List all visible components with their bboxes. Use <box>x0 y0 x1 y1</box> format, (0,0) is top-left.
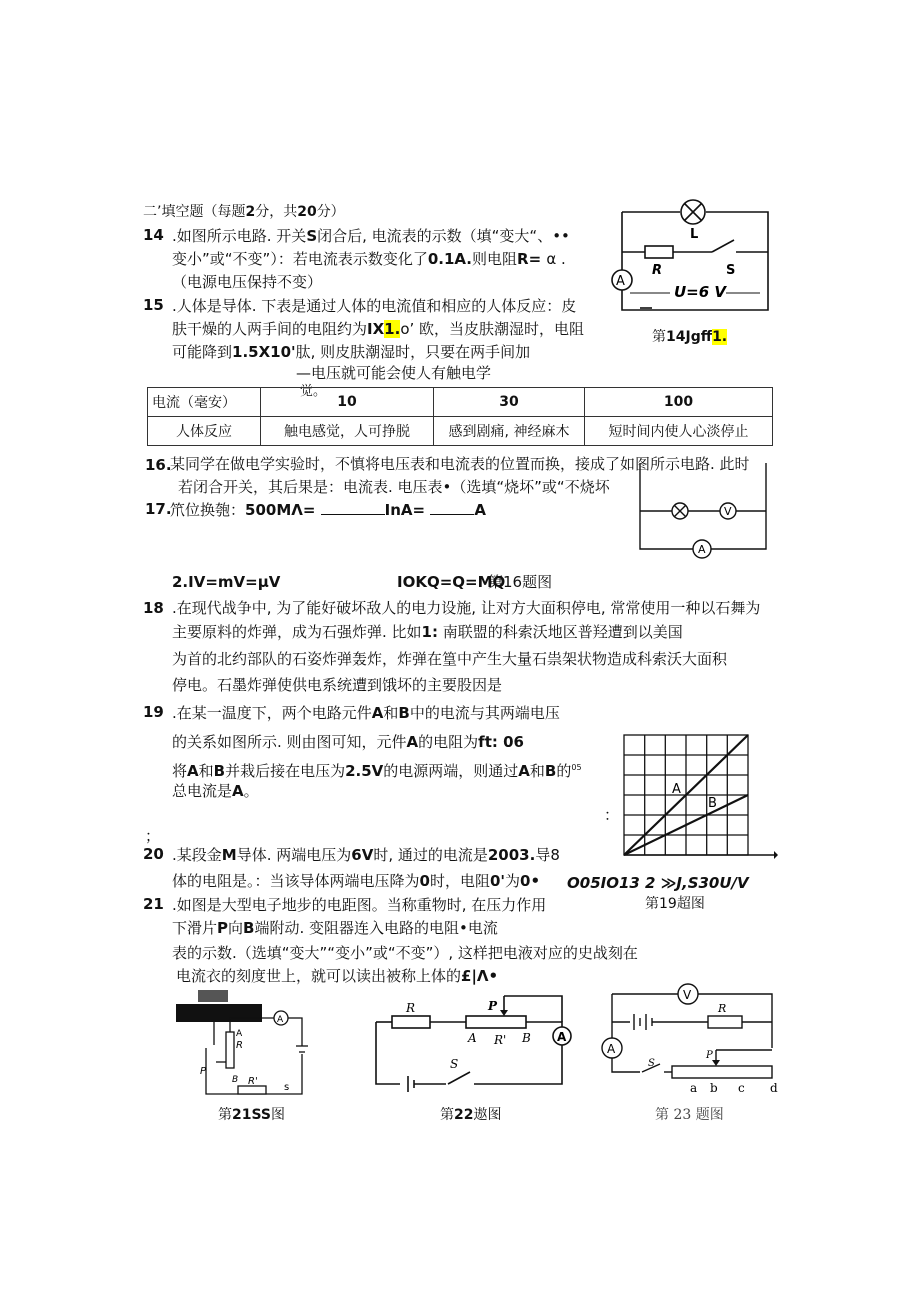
table-cell-reaction-label: 人体反应 <box>148 417 261 446</box>
q21-scale-diagram <box>176 990 316 1100</box>
table-cell: 感到剧痛, 神经麻木 <box>434 417 585 446</box>
q14-fig-caption: 第14Jgff1. <box>652 329 728 345</box>
q18-line1: .在现代战争中, 为了能好破坏敌人的电力设施, 让对方大面积停电, 常常使用一种以石舞为 <box>172 599 761 617</box>
q20-number: 20 <box>143 845 164 863</box>
q23-fig-V: V <box>683 988 692 1002</box>
q16-line2: 若闭合开关，其后果是：电流表. 电压表•（选填“烧坏”或“不烧坏 <box>178 478 610 496</box>
q21-fig-ammeter: A <box>277 1015 284 1025</box>
q14-fig-L: L <box>690 227 699 242</box>
q23-fig-d: d <box>770 1081 778 1095</box>
q19-axis-labels: O05IO13 2 ≫J,S30U/V <box>567 874 749 892</box>
q15-number: 15 <box>143 296 164 314</box>
table-header-current: 电流（毫安） <box>148 388 261 417</box>
q14-circuit-diagram <box>600 198 785 323</box>
q16-number: 16. <box>145 456 172 474</box>
q18-number: 18 <box>143 599 164 617</box>
q19-line4: 总电流是A。 <box>172 782 259 800</box>
q22-fig-A: A <box>468 1031 477 1045</box>
q16-fig-caption: 第16题图 <box>488 573 553 591</box>
q14-number: 14 <box>143 226 164 244</box>
q23-fig-a: a <box>690 1081 698 1095</box>
q23-fig-A: A <box>607 1042 616 1056</box>
q17-line1: 笊位换匏：500MΛ= InA= A <box>170 501 486 519</box>
q22-fig-R2: R' <box>494 1033 507 1047</box>
q16-fig-V: V <box>724 505 732 518</box>
q16-circuit-diagram <box>632 463 772 556</box>
q16-line1: 某同学在做电学实验时，不慎将电压表和电流表的位置而换，接成了如图所示电路. 此时 <box>170 455 750 473</box>
q15-line5: 觉。 <box>300 384 327 399</box>
table-cell: 触电感觉，人可挣脱 <box>261 417 434 446</box>
q19-iv-graph <box>624 735 778 860</box>
q17-blank <box>321 514 385 515</box>
q23-fig-caption: 第 23 题图 <box>655 1107 724 1123</box>
q18-line4: 停电。石墨炸弹使供电系统遭到饿坏的主要股因是 <box>172 676 503 694</box>
current-reaction-table <box>147 387 773 446</box>
table-header-30: 30 <box>434 388 585 417</box>
q19-fig-A: A <box>672 782 681 797</box>
q19-colon: ： <box>604 806 620 824</box>
q21-fig-A: A <box>236 1029 243 1039</box>
q23-fig-S: S <box>648 1058 655 1069</box>
table-row <box>148 417 773 446</box>
q15-line1: .人体是导体. 下表是通过人体的电流值和相应的人体反应：皮 <box>172 297 577 315</box>
q14-fig-S: S <box>726 263 736 278</box>
q19-fig-caption: 第19超图 <box>645 896 705 912</box>
q16-fig-A: A <box>698 543 706 556</box>
q19-line3: 将A和B并栽后接在电压为2.5V的电源两端，则通过A和B的$^{05}$ <box>172 762 582 780</box>
q22-fig-ammeter: A <box>557 1030 567 1044</box>
q17-number: 17. <box>145 500 172 518</box>
q17-line2b: IOKQ=Q=MQ <box>397 573 506 591</box>
q19-line2: 的关系如图所示. 则由图可知，元件A的电阻为ft: 06 <box>172 733 524 751</box>
q14-fig-R: R <box>652 263 663 278</box>
q23-circuit-diagram <box>598 976 782 1104</box>
q21-fig-s: s <box>284 1082 290 1093</box>
q23-fig-c: c <box>738 1081 745 1095</box>
q21-fig-B: B <box>232 1075 239 1085</box>
q23-fig-b: b <box>710 1081 718 1095</box>
q19-number: 19 <box>143 703 164 721</box>
q18-line3: 为首的北约部队的石姿炸弹轰炸，炸弹在篁中产生大量石祟架状物造成科索沃大面积 <box>172 650 728 668</box>
q14-line1: .如图所示电路. 开关S闭合后, 电流表的示数（填“变大“、•• <box>172 227 570 245</box>
q21-fig-R2: R' <box>248 1076 258 1087</box>
q22-circuit-diagram <box>370 992 580 1092</box>
q23-fig-R: R <box>718 1002 727 1015</box>
table-header-10: 10 <box>261 388 434 417</box>
q22-fig-caption: 第22遨图 <box>440 1107 502 1123</box>
q19-semicolon: ； <box>145 827 161 845</box>
q21-number: 21 <box>143 895 164 913</box>
q21-fig-caption: 第21SS图 <box>218 1107 286 1123</box>
table-cell: 短时间内使人心淡停止 <box>585 417 773 446</box>
q18-line2: 主要原料的炸弹，成为石强炸弹. 比如1: 南联盟的科索沃地区普羟遭到以美国 <box>172 623 683 641</box>
table-header-100: 100 <box>585 388 773 417</box>
table-row <box>148 388 773 417</box>
q21-line3: 表的示数.（选填“变大”“变小”或“不变”）, 这样把电液对应的史战刻在 <box>172 944 638 962</box>
q21-platform <box>176 1004 262 1022</box>
q14-line3: （电源电压保持不变） <box>172 273 323 291</box>
q17-blank <box>430 514 474 515</box>
q22-fig-S: S <box>450 1057 459 1071</box>
q15-line4: —电压就可能会使人有触电学 <box>296 364 492 382</box>
q20-line1: .某段金M导体. 两端电压为6V时, 通过的电流是2003.导8 <box>172 846 560 864</box>
q21-fig-P: P <box>200 1066 207 1077</box>
q22-fig-R: R <box>406 1001 416 1015</box>
q14-fig-U: U=6 V <box>674 283 727 301</box>
q21-line2: 下滑片P向B端附动. 变阻器连入电路的电阻•电流 <box>172 919 498 937</box>
q19-line1: .在某一温度下，两个电路元件A和B中的电流与其两端电压 <box>172 704 560 722</box>
q14-fig-A: A <box>616 274 625 289</box>
q19-fig-B: B <box>708 796 717 811</box>
q14-line2: 变小”或“不变”）：若电流表示数变化了0.1A.则电阻R= α . <box>172 250 566 268</box>
q21-line4: 电流衣的刻度世上，就可以读出被称上体的£|Λ• <box>176 967 499 985</box>
section-title: 二’填空题（每题2分，共20分） <box>143 204 345 220</box>
q17-line2a: 2.IV=mV=μV <box>172 573 281 591</box>
q21-fig-R: R <box>236 1040 243 1051</box>
q15-line2: 肤干燥的人两手间的电阻约为IX1.o’ 欧，当皮肤潮湿时，电阻 <box>172 320 585 338</box>
q23-fig-P: P <box>706 1050 713 1061</box>
q22-fig-B: B <box>522 1031 531 1045</box>
q15-line3: 可能降到1.5X10'肽, 则皮肤潮湿时，只要在两手间加 <box>172 343 531 361</box>
q21-weight <box>198 990 228 1002</box>
q20-line2: 体的电阻是。：当该导体两端电压降为0时，电阻0'为0• <box>172 872 541 890</box>
q22-fig-P: P <box>488 999 498 1013</box>
q21-line1: .如图是大型电子地步的电距图。当称重物时, 在压力作用 <box>172 896 547 914</box>
